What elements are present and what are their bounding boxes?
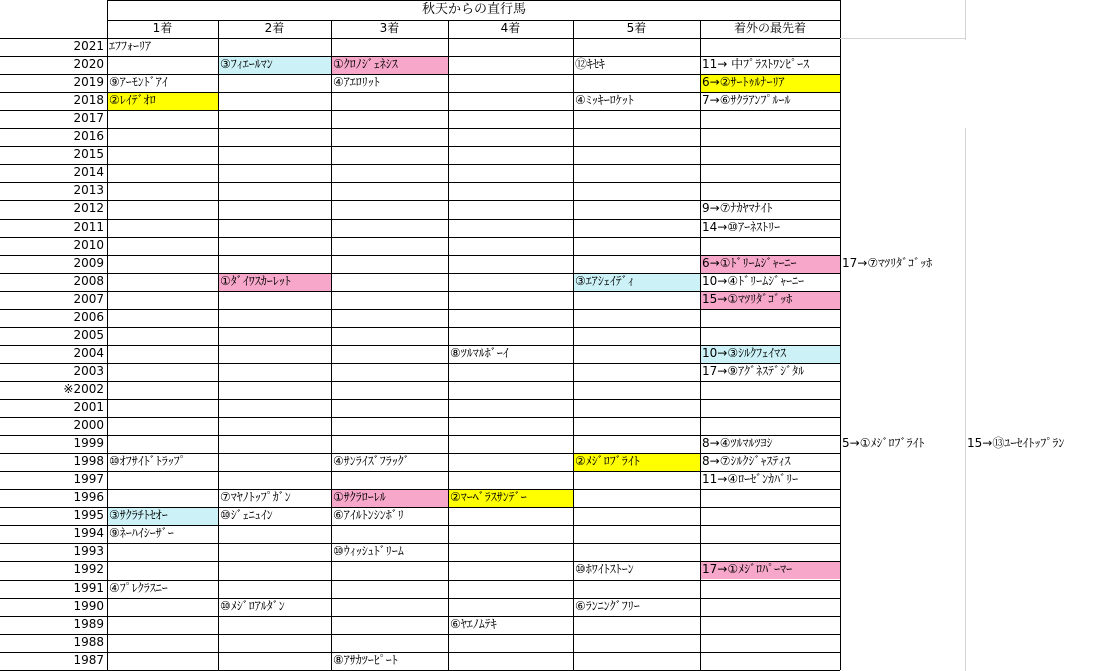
grid-line	[0, 74, 840, 75]
year-cell[interactable]: 2007	[73, 291, 104, 306]
grid-line	[448, 20, 449, 670]
year-cell[interactable]: 2006	[73, 309, 104, 324]
table-cell[interactable]: ｴﾌﾌｫｰﾘｱ	[109, 39, 152, 53]
table-cell[interactable]: ⑩ｼﾞｪﾆｭｲﾝ	[220, 508, 273, 523]
table-cell[interactable]: 14→⑩ｱｰﾈｽﾄﾘｰ	[702, 219, 781, 234]
table-cell[interactable]: ⑥ｱｲﾙﾄﾝｼﾝﾎﾞﾘ	[333, 508, 404, 523]
table-cell[interactable]: 17→⑦ﾏﾂﾘﾀﾞｺﾞｯﾎ	[842, 255, 933, 270]
grid-line	[0, 255, 840, 256]
table-cell[interactable]: 6→②ｻｰﾄｩﾙﾅｰﾘｱ	[700, 74, 840, 92]
table-cell[interactable]: ③ﾌｨｴｰﾙﾏﾝ	[218, 56, 331, 74]
year-cell[interactable]: 1996	[73, 490, 104, 505]
year-cell[interactable]: 2011	[73, 219, 104, 234]
table-cell[interactable]: 10→④ﾄﾞﾘｰﾑｼﾞｬｰﾆｰ	[702, 273, 805, 288]
grid-line	[331, 20, 332, 670]
grid-line	[0, 525, 840, 526]
table-cell[interactable]: 17→⑨ｱｸﾞﾈｽﾃﾞｼﾞﾀﾙ	[702, 363, 805, 378]
table-cell[interactable]: ④ｱｴﾛﾘｯﾄ	[333, 75, 380, 90]
column-header-5[interactable]: 5着	[626, 21, 647, 35]
year-cell[interactable]: 1997	[73, 472, 104, 487]
table-cell[interactable]: ③ｻｸﾗﾁﾄｾｵｰ	[107, 507, 218, 525]
grid-line	[0, 363, 840, 364]
year-cell[interactable]: 1987	[73, 652, 104, 667]
grid-line	[0, 146, 840, 147]
grid-line	[700, 20, 701, 670]
table-cell[interactable]: 11→ 中ﾌﾟﾗｽﾄﾜﾝﾋﾟｰｽ	[702, 57, 810, 72]
grid-line	[0, 345, 840, 346]
year-cell[interactable]: 2020	[73, 57, 104, 72]
column-header-1[interactable]: 1着	[152, 21, 173, 35]
grid-line	[0, 453, 840, 454]
table-cell[interactable]: ②ﾚｲﾃﾞｵﾛ	[107, 92, 218, 110]
year-cell[interactable]: 2021	[73, 39, 104, 53]
grid-line	[965, 0, 966, 40]
year-cell[interactable]: 2003	[73, 363, 104, 378]
table-cell[interactable]: ①ｸﾛﾉｼﾞｪﾈｼｽ	[331, 56, 448, 74]
column-header-4[interactable]: 4着	[500, 21, 521, 35]
column-header-6[interactable]: 着外の最先着	[733, 21, 806, 35]
grid-line	[0, 309, 840, 310]
year-cell[interactable]: 1991	[73, 580, 104, 595]
table-cell[interactable]: ②ﾏｰﾍﾞﾗｽｻﾝﾃﾞｰ	[448, 489, 573, 507]
grid-line	[0, 273, 840, 274]
year-cell[interactable]: 2012	[73, 201, 104, 216]
grid-line	[107, 20, 840, 21]
year-cell[interactable]: 2017	[73, 111, 104, 126]
year-cell[interactable]: 2010	[73, 237, 104, 252]
year-cell[interactable]: ※2002	[63, 381, 104, 396]
grid-line	[0, 580, 840, 581]
table-cell[interactable]: 15→①ﾏﾂﾘﾀﾞｺﾞｯﾎ	[700, 291, 840, 309]
year-cell[interactable]: 2018	[73, 93, 104, 108]
grid-line	[0, 616, 840, 617]
grid-line	[0, 652, 840, 653]
grid-line	[107, 0, 108, 670]
grid-line	[840, 38, 965, 39]
grid-line	[0, 507, 840, 508]
table-cell[interactable]: 7→⑥ｻｸﾗｱﾝﾌﾟﾙｰﾙ	[702, 93, 791, 108]
table-cell[interactable]: ⑧ｱｻｶﾂｰﾋﾟｰﾄ	[333, 652, 398, 667]
year-cell[interactable]: 1992	[73, 562, 104, 577]
year-cell[interactable]: 2001	[73, 400, 104, 414]
year-cell[interactable]: 2000	[73, 418, 104, 433]
grid-line	[0, 399, 840, 400]
grid-line	[107, 0, 840, 1]
table-cell[interactable]: 11→④ﾛｰｾﾞﾝｶﾊﾞﾘｰ	[702, 472, 799, 487]
table-cell[interactable]: ③ｴｱｼｪｲﾃﾞｨ	[573, 273, 700, 291]
year-cell[interactable]: 1995	[73, 508, 104, 523]
column-header-3[interactable]: 3着	[379, 21, 400, 35]
year-cell[interactable]: 2014	[73, 165, 104, 180]
table-cell[interactable]: ⑥ﾔｴﾉﾑﾃｷ	[450, 616, 497, 631]
grid-line	[0, 128, 840, 129]
table-cell[interactable]: ⑫ｷｾｷ	[575, 57, 606, 72]
grid-line	[0, 417, 840, 418]
year-cell[interactable]: 1994	[73, 526, 104, 541]
year-cell[interactable]: 1989	[73, 616, 104, 631]
year-cell[interactable]: 1999	[73, 436, 104, 451]
table-cell[interactable]: 9→⑦ﾅｶﾔﾏﾅｲﾄ	[702, 201, 773, 216]
table-cell[interactable]: ⑩ｳｨｯｼｭﾄﾞﾘｰﾑ	[333, 544, 404, 559]
year-cell[interactable]: 2008	[73, 273, 104, 288]
column-header-2[interactable]: 2着	[264, 21, 285, 35]
grid-line	[0, 327, 840, 328]
table-cell[interactable]: 5→①ﾒｼﾞﾛﾌﾞﾗｲﾄ	[842, 436, 925, 451]
year-cell[interactable]: 2004	[73, 345, 104, 360]
year-cell[interactable]: 1993	[73, 544, 104, 559]
year-cell[interactable]: 1990	[73, 598, 104, 613]
grid-line	[0, 38, 840, 39]
year-cell[interactable]: 1998	[73, 454, 104, 469]
sheet-title: 秋天からの直行馬	[421, 2, 526, 17]
table-cell[interactable]: ④ﾌﾟﾚｸﾗｽﾆｰ	[109, 580, 168, 595]
grid-line	[0, 435, 840, 436]
grid-line	[0, 561, 840, 562]
grid-line	[840, 0, 841, 670]
year-cell[interactable]: 2009	[73, 255, 104, 270]
year-cell[interactable]: 2005	[73, 327, 104, 342]
table-cell[interactable]: ⑨ｱｰﾓﾝﾄﾞｱｲ	[109, 75, 168, 90]
grid-line	[0, 471, 840, 472]
table-cell[interactable]: ①ﾀﾞｲﾜｽｶｰﾚｯﾄ	[218, 273, 331, 291]
grid-line	[0, 92, 840, 93]
table-cell[interactable]: ⑩ﾒｼﾞﾛｱﾙﾀﾞﾝ	[220, 598, 285, 613]
grid-line	[0, 634, 840, 635]
table-cell[interactable]: ⑩ｵﾌｻｲﾄﾞﾄﾗｯﾌﾟ	[109, 454, 186, 469]
table-cell[interactable]: ④ｻﾝﾗｲｽﾞﾌﾗｯｸﾞ	[333, 454, 410, 469]
table-cell[interactable]: 10→③ｼﾙｸﾌｪｲﾏｽ	[700, 345, 840, 363]
table-cell[interactable]: ⑩ﾎﾜｲﾄｽﾄｰﾝ	[575, 562, 634, 577]
year-cell[interactable]: 1988	[73, 634, 104, 649]
grid-line	[0, 381, 840, 382]
table-cell[interactable]: 17→①ﾒｼﾞﾛﾊﾟｰﾏｰ	[700, 561, 840, 579]
grid-line	[0, 219, 840, 220]
grid-line	[0, 291, 840, 292]
table-cell[interactable]: ⑦ﾏﾔﾉﾄｯﾌﾟｶﾞﾝ	[220, 490, 291, 505]
table-cell[interactable]: 15→⑬ﾕｰｾｲﾄｯﾌﾟﾗﾝ	[967, 436, 1065, 451]
grid-line	[0, 598, 840, 599]
grid-line	[0, 56, 840, 57]
grid-line	[0, 543, 840, 544]
table-cell[interactable]: 8→⑦ｼﾙｸｼﾞｬｽﾃｨｽ	[702, 454, 791, 469]
table-cell[interactable]: ④ﾐｯｷｰﾛｹｯﾄ	[575, 93, 634, 108]
grid-line	[218, 20, 219, 670]
year-cell[interactable]: 2019	[73, 75, 104, 90]
table-cell[interactable]: ②ﾒｼﾞﾛﾌﾞﾗｲﾄ	[573, 453, 700, 471]
table-cell[interactable]: ①ｻｸﾗﾛｰﾚﾙ	[331, 489, 448, 507]
year-cell[interactable]: 2015	[73, 147, 104, 162]
table-cell[interactable]: ⑥ﾗﾝﾆﾝｸﾞﾌﾘｰ	[575, 598, 640, 613]
grid-line	[965, 128, 966, 671]
table-cell[interactable]: 6→①ﾄﾞﾘｰﾑｼﾞｬｰﾆｰ	[700, 255, 840, 273]
grid-line	[0, 200, 840, 201]
table-cell[interactable]: 8→④ﾂﾙﾏﾙﾂﾖｼ	[702, 436, 773, 451]
year-cell[interactable]: 2013	[73, 183, 104, 198]
table-cell[interactable]: ⑨ﾈｰﾊｲｼｰｻﾞｰ	[109, 526, 174, 541]
grid-line	[0, 489, 840, 490]
grid-line	[0, 164, 840, 165]
grid-line	[0, 182, 840, 183]
grid-line	[0, 110, 840, 111]
grid-line	[573, 20, 574, 670]
grid-line	[0, 237, 840, 238]
table-cell[interactable]: ⑧ﾂﾙﾏﾙﾎﾞｰｲ	[450, 345, 509, 360]
year-cell[interactable]: 2016	[73, 129, 104, 144]
